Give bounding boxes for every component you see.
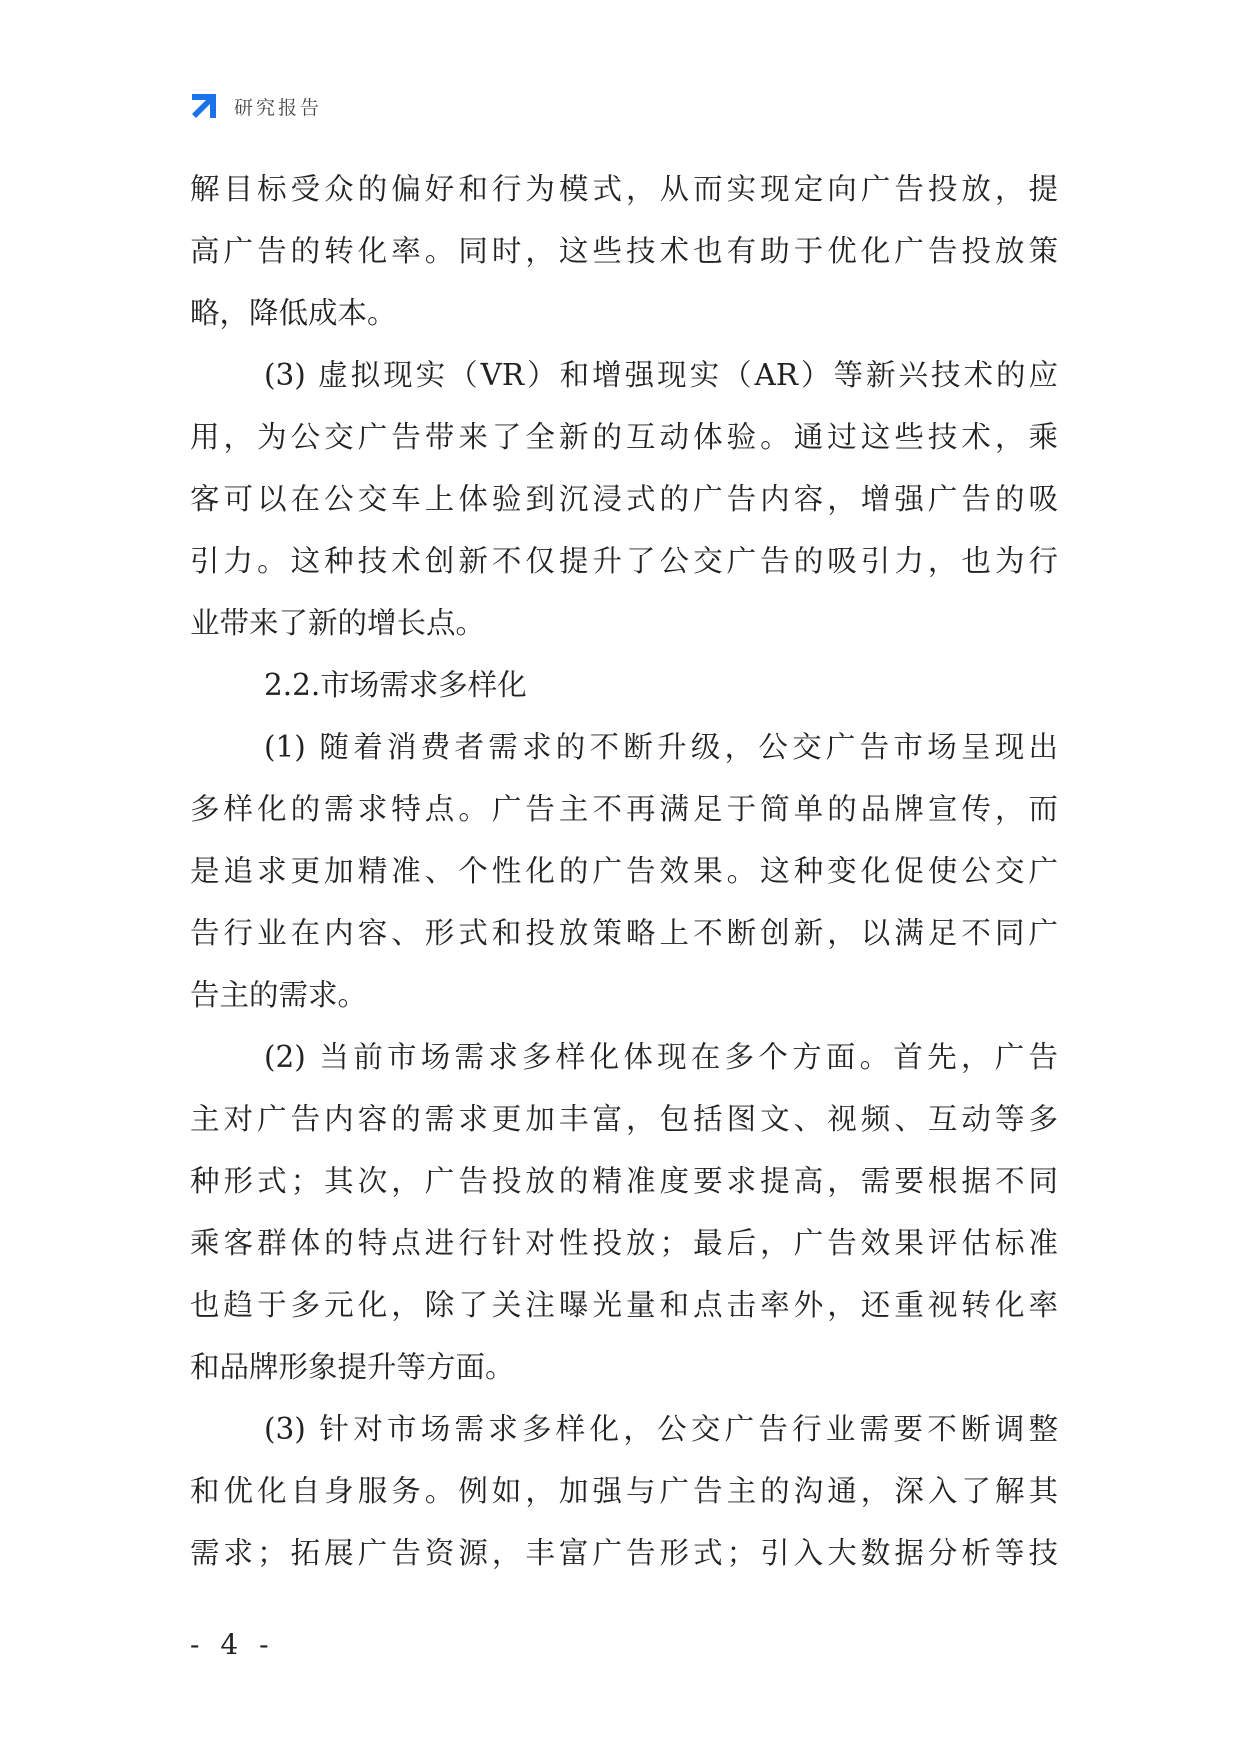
text-line: 乘客群体的特点进行针对性投放；最后，广告效果评估标准 (190, 1226, 1058, 1260)
text-line: 也趋于多元化，除了关注曝光量和点击率外，还重视转化率 (190, 1288, 1058, 1322)
header-title: 研究报告 (234, 96, 323, 119)
paragraph-start-line: (3) 虚拟现实（VR）和增强现实（AR）等新兴技术的应 (264, 358, 1058, 392)
text-line: 引力。这种技术创新不仅提升了公交广告的吸引力，也为行 (190, 544, 1058, 578)
page-number: - 4 - (190, 1628, 275, 1661)
document-body (190, 158, 1058, 1584)
text-line: 解目标受众的偏好和行为模式，从而实现定向广告投放，提 (190, 172, 1058, 206)
text-line: 需求；拓展广告资源，丰富广告形式；引入大数据分析等技 (190, 1536, 1058, 1570)
paragraph-start-line: (1) 随着消费者需求的不断升级，公交广告市场呈现出 (264, 730, 1058, 764)
text-line: 主对广告内容的需求更加丰富，包括图文、视频、互动等多 (190, 1102, 1058, 1136)
text-line: 客可以在公交车上体验到沉浸式的广告内容，增强广告的吸 (190, 482, 1058, 516)
paragraph-start-line: (3) 针对市场需求多样化，公交广告行业需要不断调整 (264, 1412, 1058, 1446)
text-line: 略，降低成本。 (190, 296, 397, 330)
text-line: 多样化的需求特点。广告主不再满足于简单的品牌宣传，而 (190, 792, 1058, 826)
text-line: 告主的需求。 (190, 978, 368, 1012)
text-line: 业带来了新的增长点。 (190, 606, 486, 640)
text-line: 高广告的转化率。同时，这些技术也有助于优化广告投放策 (190, 234, 1058, 268)
text-line: 是追求更加精准、个性化的广告效果。这种变化促使公交广 (190, 854, 1058, 888)
text-line: 种形式；其次，广告投放的精准度要求提高，需要根据不同 (190, 1164, 1058, 1198)
text-line: 用，为公交广告带来了全新的互动体验。通过这些技术，乘 (190, 420, 1058, 454)
page-header (188, 90, 322, 122)
paragraph-start-line: (2) 当前市场需求多样化体现在多个方面。首先，广告 (264, 1040, 1058, 1074)
text-line: 和品牌形象提升等方面。 (190, 1350, 515, 1384)
text-line: 告行业在内容、形式和投放策略上不断创新，以满足不同广 (190, 916, 1058, 950)
section-heading: 2.2.市场需求多样化 (264, 668, 527, 702)
text-line: 和优化自身服务。例如，加强与广告主的沟通，深入了解其 (190, 1474, 1058, 1508)
arrow-up-right-icon (188, 90, 220, 122)
